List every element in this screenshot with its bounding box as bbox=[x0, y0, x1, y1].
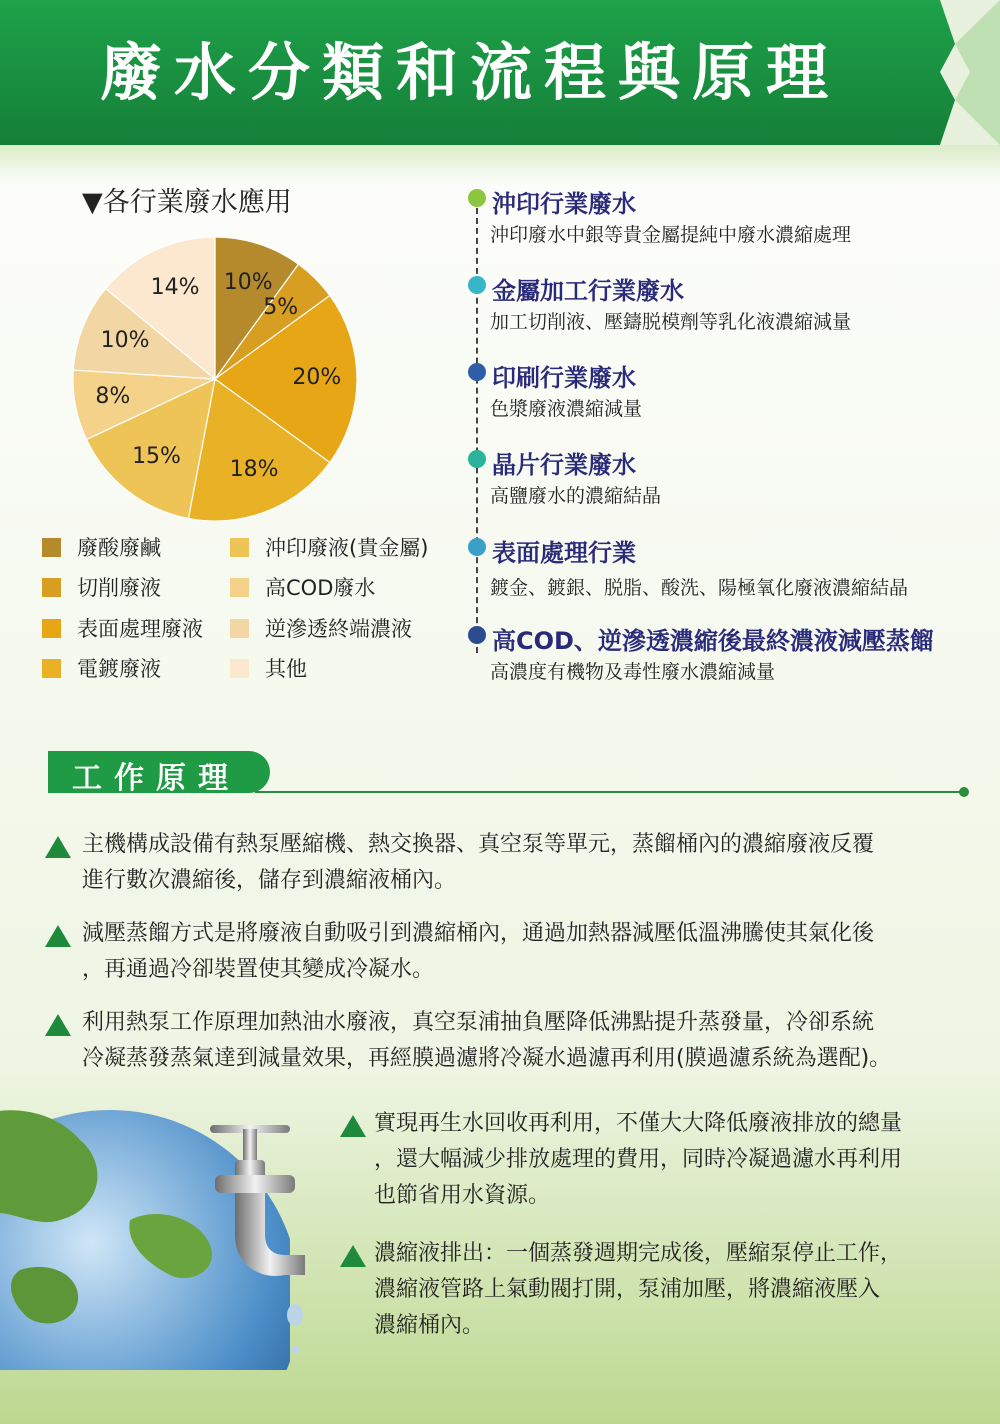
legend-swatch bbox=[42, 538, 61, 557]
legend-label: 電鍍廢液 bbox=[77, 657, 161, 681]
industry-desc: 沖印廢水中銀等貴金屬提純中廢水濃縮處理 bbox=[490, 224, 852, 246]
triangle-bullet-icon bbox=[45, 925, 71, 947]
industry-desc: 高鹽廢水的濃縮結晶 bbox=[490, 485, 662, 507]
industry-title: 沖印行業廢水 bbox=[492, 190, 636, 218]
industry-title: 金屬加工行業廢水 bbox=[492, 277, 684, 305]
pie-data-label: 14% bbox=[150, 275, 200, 301]
industry-title: 晶片行業廢水 bbox=[492, 451, 636, 479]
industry-title: 印刷行業廢水 bbox=[492, 364, 636, 392]
legend-item bbox=[42, 613, 203, 643]
bullet-dot-icon bbox=[468, 363, 486, 381]
industry-title: 表面處理行業 bbox=[492, 539, 636, 567]
legend-item bbox=[230, 653, 307, 683]
bullet-dot-icon bbox=[468, 538, 486, 556]
paragraph-line: 減壓蒸餾方式是將廢液自動吸引到濃縮桶內，通過加熱器減壓低溫沸騰使其氣化後 bbox=[82, 921, 875, 946]
banner-fade bbox=[0, 145, 1000, 185]
legend-swatch bbox=[42, 578, 61, 597]
section-title: 工作原理 bbox=[72, 761, 240, 796]
principle-paragraph bbox=[82, 916, 874, 988]
triangle-bullet-icon bbox=[340, 1115, 366, 1137]
industry-desc: 色漿廢液濃縮減量 bbox=[490, 398, 643, 420]
legend-item bbox=[230, 613, 412, 643]
bullet-line: 濃縮液管路上氣動閥打開，泵浦加壓，將濃縮液壓入 bbox=[374, 1277, 881, 1302]
pie-data-label: 10% bbox=[223, 270, 273, 296]
principle-paragraph bbox=[82, 827, 874, 899]
paragraph-line: 利用熱泵工作原理加熱油水廢液，真空泵浦抽負壓降低沸點提升蒸發量，冷卻系統 bbox=[82, 1010, 875, 1035]
industry-desc: 鍍金、鍍銀、脱脂、酸洗、陽極氧化廢液濃縮結晶 bbox=[490, 577, 909, 599]
bullet-line: ，還大幅減少排放處理的費用，同時冷凝過濾水再利用 bbox=[374, 1147, 903, 1172]
legend-item bbox=[230, 572, 375, 602]
legend-item bbox=[42, 532, 161, 562]
pie-data-label: 15% bbox=[132, 443, 181, 469]
legend-item bbox=[230, 532, 428, 562]
pie-data-label: 10% bbox=[100, 328, 150, 354]
pie-data-label: 8% bbox=[95, 383, 131, 409]
pie-data-label: 20% bbox=[292, 365, 342, 390]
legend-label: 表面處理廢液 bbox=[77, 617, 203, 641]
section-divider bbox=[255, 791, 967, 793]
bullet-dot-icon bbox=[468, 276, 486, 294]
paragraph-line: ，再通過冷卻裝置使其變成冷凝水。 bbox=[82, 957, 435, 982]
bullet-dot-icon bbox=[468, 450, 486, 468]
legend-swatch bbox=[230, 578, 249, 597]
principle-bullet bbox=[374, 1106, 902, 1214]
paragraph-line: 冷凝蒸發蒸氣達到減量效果，再經膜過濾將冷凝水過濾再利用(膜過濾系統為選配)。 bbox=[82, 1046, 892, 1071]
industry-title: 高COD、逆滲透濃縮後最終濃液減壓蒸餾 bbox=[492, 627, 934, 655]
bullet-line: 也節省用水資源。 bbox=[374, 1183, 551, 1208]
legend-label: 切削廢液 bbox=[77, 576, 161, 600]
legend-label: 逆滲透終端濃液 bbox=[265, 617, 412, 641]
legend-swatch bbox=[42, 659, 61, 678]
legend-label: 廢酸廢鹹 bbox=[77, 536, 161, 560]
industry-desc: 加工切削液、壓鑄脱模劑等乳化液濃縮減量 bbox=[490, 311, 852, 333]
pie-data-label: 18% bbox=[229, 457, 279, 483]
divider-end-dot bbox=[959, 787, 969, 797]
legend-swatch bbox=[230, 619, 249, 638]
triangle-bullet-icon bbox=[340, 1245, 366, 1267]
page-title: 廢水分類和流程與原理 bbox=[100, 36, 841, 109]
timeline-line bbox=[476, 198, 480, 653]
principle-paragraph bbox=[82, 1005, 891, 1077]
legend-swatch bbox=[230, 659, 249, 678]
industry-desc: 高濃度有機物及毒性廢水濃縮減量 bbox=[490, 661, 776, 683]
legend-label: 其他 bbox=[265, 657, 307, 681]
triangle-bullet-icon bbox=[45, 836, 71, 858]
bullet-dot-icon bbox=[468, 189, 486, 207]
faucet-illustration bbox=[205, 1115, 315, 1365]
legend-label: 高COD廢水 bbox=[265, 576, 376, 600]
pie-data-label: 5% bbox=[263, 294, 299, 320]
principle-bullet bbox=[374, 1236, 902, 1344]
paragraph-line: 主機構成設備有熱泵壓縮機、熱交換器、真空泵等單元，蒸餾桶內的濃縮廢液反覆 bbox=[82, 832, 875, 857]
header-banner bbox=[0, 0, 1000, 145]
bullet-line: 濃縮液排出：一個蒸發週期完成後，壓縮泵停止工作， bbox=[374, 1241, 903, 1266]
bullet-line: 實現再生水回收再利用，不僅大大降低廢液排放的總量 bbox=[374, 1111, 903, 1136]
triangle-bullet-icon bbox=[45, 1014, 71, 1036]
paragraph-line: 進行數次濃縮後，儲存到濃縮液桶內。 bbox=[82, 868, 457, 893]
chart-section-title: ▼各行業廢水應用 bbox=[82, 187, 292, 218]
working-principle-header bbox=[48, 751, 270, 796]
legend-item bbox=[42, 572, 161, 602]
legend-label: 沖印廢液(貴金屬) bbox=[265, 536, 429, 560]
legend-swatch bbox=[230, 538, 249, 557]
legend-item bbox=[42, 653, 161, 683]
bullet-dot-icon bbox=[468, 626, 486, 644]
bullet-line: 濃縮桶內。 bbox=[374, 1313, 485, 1338]
legend-swatch bbox=[42, 619, 61, 638]
